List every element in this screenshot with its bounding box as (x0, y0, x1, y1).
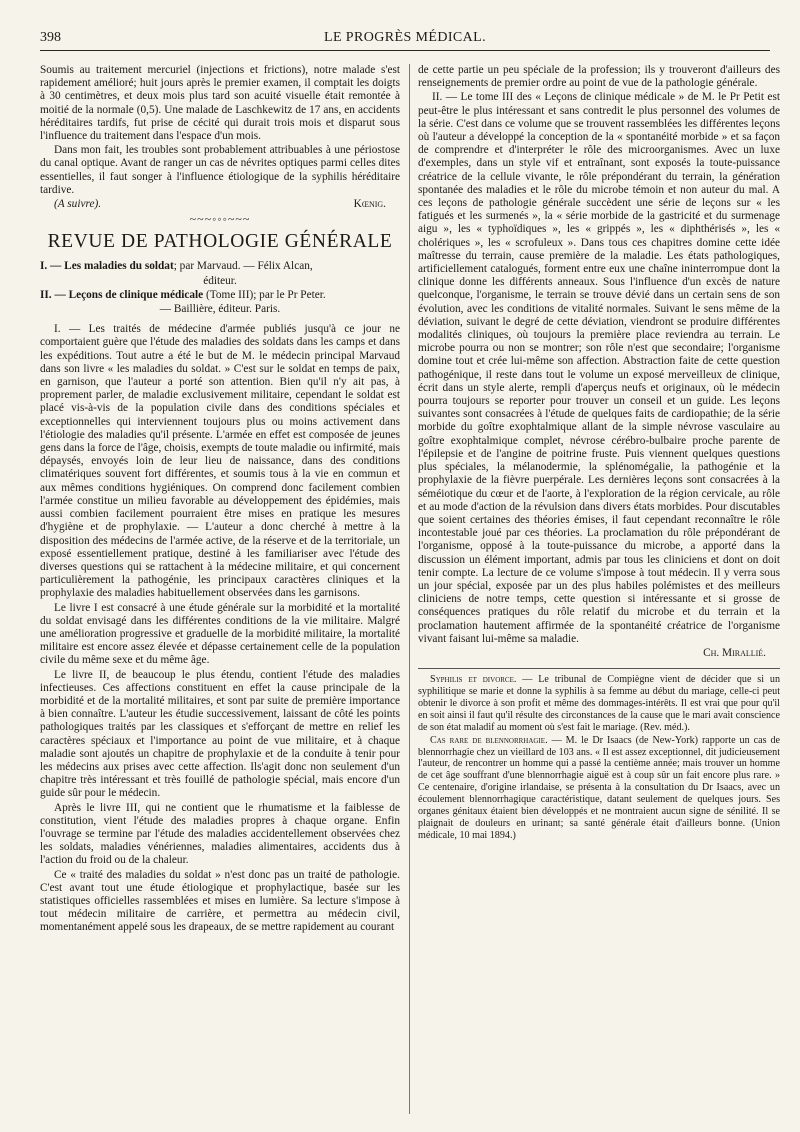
author-signature: Kœnig. (353, 198, 386, 211)
continuation-paragraph: de cette partie un peu spéciale de la profession; ils y trouveront d'ailleurs des renseignements de premier ordre au point de vue de la pathologie générale. (418, 64, 780, 90)
right-column (418, 64, 780, 843)
news-item: Syphilis et divorce. — Le tribunal de Compiègne vient de décider que si un syphilitique se marie et donne la syphilis à sa femme au début du mariage, celle-ci peut obtenir le divorce à son profit et même des dommages-intérêts. Il est vrai que pour qu'il en soit ainsi il faut qu'il résulte des circonstances de la cause que le mari avait conscience de son état maladif au moment où s'est fait le mariage. (Rev. méd.). (418, 674, 781, 733)
to-be-continued: (A suivre). (54, 198, 102, 211)
bibliography-publisher: éditeur. (203, 274, 237, 287)
section-title: REVUE DE PATHOLOGIE GÉNÉRALE (47, 231, 393, 253)
ornament-divider: ~~~◦◦◦~~~ (189, 212, 251, 227)
news-items (418, 674, 780, 842)
bibliography-entry: I. — Les maladies du soldat; par Marvaud. — Félix Alcan, (40, 260, 313, 273)
paragraph: Le livre I est consacré à une étude générale sur la morbidité et la mortalité du soldat envisagé dans les différentes conditions de la vie militaire. Malgré une amélioration progressive et graduelle de la morbidité militaire, la mortalité militaire est encore assez élevée et dépasse certainement celle de la population civile du même sexe et du même âge. (40, 601, 400, 667)
section-rule (418, 668, 780, 669)
bibliography-publisher: — Baillière, éditeur. Paris. (159, 303, 281, 316)
continuation-paragraph: Soumis au traitement mercuriel (injections et frictions), notre malade s'est rapidement amélioré; huit jours après le premier examen, il comptait les doigts à 30 centimètres, et deux mois plus tard son acuité visuelle était remontée à moitié de la normale (0,5). Une malade de Laschkewitz de 17 ans, en accidents héréditaires tardifs, fut prise de cécité qui durait trois mois et disparut sous l'influence du traitement dans l'espace d'un mois. (40, 64, 400, 143)
paragraph: I. — Les traités de médecine d'armée publiés jusqu'à ce jour ne comportaient guère que l'étude des maladies des soldats dans les camps et dans les expéditions. Tout autre a été le but de M. le médecin principal Marvaud dans son livre « les maladies du soldat. » C'est sur le soldat en temps de paix, en garnison, que l'auteur a porté son attention. Bien qu'il n'y ait pas, à proprement parler, de maladie exclusivement militaire, cependant le soldat est placé vis-à-vis de la population civile dans des conditions spéciales et exceptionnelles qui interviennent toujours plus ou moins activement dans l'étiologie des maladies qu'il présente. L'armée en effet est composée de jeunes gens dans la force de l'âge, choisis, exempts de toute maladie ou infirmité, mais dépaysés, envoyés loin de leur lieu de naissance, dans des conditions climatériques souvent fort différentes, et soumis tous à la vie en commun et aux mêmes conditions hygiéniques. On comprend donc facilement combien l'armée constitue un milieu favorable au développement des épidémies, mais aussi combien facilement pourraient être mises en pratique les mesures d'hygiène et de prophylaxie. — L'auteur a donc cherché à mettre à la disposition des médecins de l'armée active, de la réserve et de la territoriale, un exposé essentiellement pratique, destiné à les familiariser avec l'étude des diverses questions qui se rattachent à la médecine militaire, et qui concernent particulièrement la pathogénie, les principaux caractères cliniques et la prophylaxie des maladies habituellement observées dans les garnisons. (40, 323, 400, 600)
page-header (40, 28, 770, 51)
paragraph: Dans mon fait, les troubles sont probablement attribuables à une périostose du canal optique. Avant de ranger un cas de névrites optiques parmi celles dites essentielles, il faut songer à l'influence étiologique de la syphilis héréditaire tardive. (40, 144, 400, 196)
column-divider (409, 64, 410, 1114)
bibliography-entry: II. — Leçons de clinique médicale (Tome III); par le Pr Peter. (40, 288, 326, 301)
paragraph: II. — Le tome III des « Leçons de clinique médicale » de M. le Pr Petit est peut-être le plus intéressant et sans contredit le plus personnel des volumes de la série. C'est dans ce volume que se trouvent rassemblées les différentes leçons où l'auteur a développé la conception de la « spontanéité morbide » et sa façon de comprendre et d'interpréter le rôle des microorganismes. Avec un luxe d'exemples, dans un style vif et entraînant, sont exposés la toute-puissance créatrice de la cellule vivante, le rôle prépondérant du terrain, la génération spontanée des maladies et le rôle du microbe témoin et non auteur du mal. A ces leçons de pathologie générale succèdent une série de leçons sur « les fatigués et les surmenés », la « série morbide de la gastricité et du surmenage aigu », les « typhoïdiques », les « grippés », les « diphthérisés », les « cholériques », les « scrofuleux ». Dans tous ces chapitres domine cette idée maîtresse du terrain, cause première de la maladie. Les états pathologiques, artificiellement catalogués, forment entre eux une chaîne ininterrompue dont la clinique donne les différents anneaux. Sous l'influence d'un excès de nature quelconque, l'organisme, le terrain se trouve dévié dans un certain sens de son évolution, avec les conditions de vitalité normales. Suivant le sens même de la déviation, suivant le degré de cette déviation, viendront se produire différentes modalités cliniques, où toujours la première place reviendra au terrain. Le microbe pourra ou non se montrer; son rôle n'est que secondaire; l'organisme domine tout et crée lui-même son affection. Abstraction faite de cette question pathogénique, il reste dans tout le volume un exposé merveilleux de clinique, écrit dans un style alerte, rempli d'aperçus neufs et originaux, où le médecin pourra toujours se reporter pour trouver un conseil et un guide. Les leçons suivantes sont consacrées à l'étude de quelques faits de cardiopathie; de la série morbide du goître exophtalmique allant de la simple névrose vasculaire au goître exophtalmique complet, névrose cérébro-bulbaire proche parente de l'épilepsie et de l'angine de poitrine fruste. Puis viennent quelques questions plus spéciales, la mélanodermie, la splénomégalie, la pathogénie et la prophylaxie de la fièvre puerpérale. Les dernières leçons sont consacrées à la séméiotique du cœur et de l'aorte, à l'exploration de la région cervicale, au rôle et au mode d'action de la révulsion dans divers états morbides. Pour discutables que soient certaines des théories émises, il faut cependant reconnaître le rôle incontestable joué par ces théories. La proclamation du rôle prépondérant de l'organisme, opposé à la toute-puissance du microbe, a apporté dans la discussion un élément important, admis par tous les cliniciens et dont on doit tenir compte. La lecture de ce volume s'impose à tout médecin. Il y verra sous un jour spécial, exposée par un des plus habiles polémistes et des meilleurs cliniciens de notre temps, cette question si intéressante et si grosse de conséquences pratiques du rôle relatif du microbe et du terrain et la proclamation hautement affirmée de la spontanéité créatrice de l'organisme vivant faisant lui-même sa maladie. (418, 91, 780, 645)
journal-title: LE PROGRÈS MÉDICAL. (324, 30, 486, 45)
continuation-signature (40, 198, 400, 211)
left-column (40, 64, 400, 936)
page-number: 398 (40, 30, 61, 45)
paragraph: Après le livre III, qui ne contient que le rhumatisme et la faiblesse de constitution, vient l'étude des maladies propres à chaque organe. Enfin l'ouvrage se termine par l'étude des maladies accidentellement observées chez les soldats, maladies vénériennes, maladies alimentaires, accidents dus à l'action du froid ou de la chaleur. (40, 801, 400, 867)
news-item: Cas rare de blennorrhagie. — M. le Dr Isaacs (de New-York) rapporte un cas de blennorrhagie chez un vieillard de 103 ans. « Il est assez exceptionnel, dit judicieusement l'auteur, de rencontrer un homme qui a passé la centième année; mais trouver un homme de cet âge souffrant d'une blennorrhagie aiguë est à coup sûr un fait encore plus rare. » Ce centenaire, d'origine irlandaise, se présenta à la consultation du Dr Isaacs, avec un écoulement blennorrhagique caractéristique, datant seulement de quelques jours. Ses organes génitaux étaient bien développés et ne montraient aucun signe de sénilité. Il se plaignait de douleurs en urinant; sa santé générale était d'ailleurs bonne. (Union médicale, 10 mai 1894.) (418, 734, 780, 841)
paragraph: Ce « traité des maladies du soldat » n'est donc pas un traité de pathologie. C'est avant tout une étude étiologique et prophylactique, basée sur les statistiques officielles rassemblées et mises en lumière. Sa lecture s'impose à tout médecin militaire de carrière, et permettra au médecin civil, momentanément appelé sous les drapeaux, de se mettre rapidement au courant (40, 868, 400, 934)
author-signature: Ch. Mirallié. (703, 646, 766, 659)
paragraph: Le livre II, de beaucoup le plus étendu, contient l'étude des maladies infectieuses. Ces affections constituent en effet la cause principale de la morbidité et de la mortalité militaires, et sont par suite de première importance à bien connaître. L'auteur les étudie successivement, laissant de côté les points pathologiques traités par les classiques et s'efforçant de mettre en relief les caractères spéciaux et l'importance au point de vue militaire, et à chaque maladie sont ajoutés un chapitre de prophylaxie et de la conduite à tenir pour les médecins aux prises avec cette affection. Ils'agit donc non seulement d'un chapitre très intéressant et très fouillé de pathologie spécial, mais encore d'un guide sûr pour le médecin. (40, 668, 400, 800)
